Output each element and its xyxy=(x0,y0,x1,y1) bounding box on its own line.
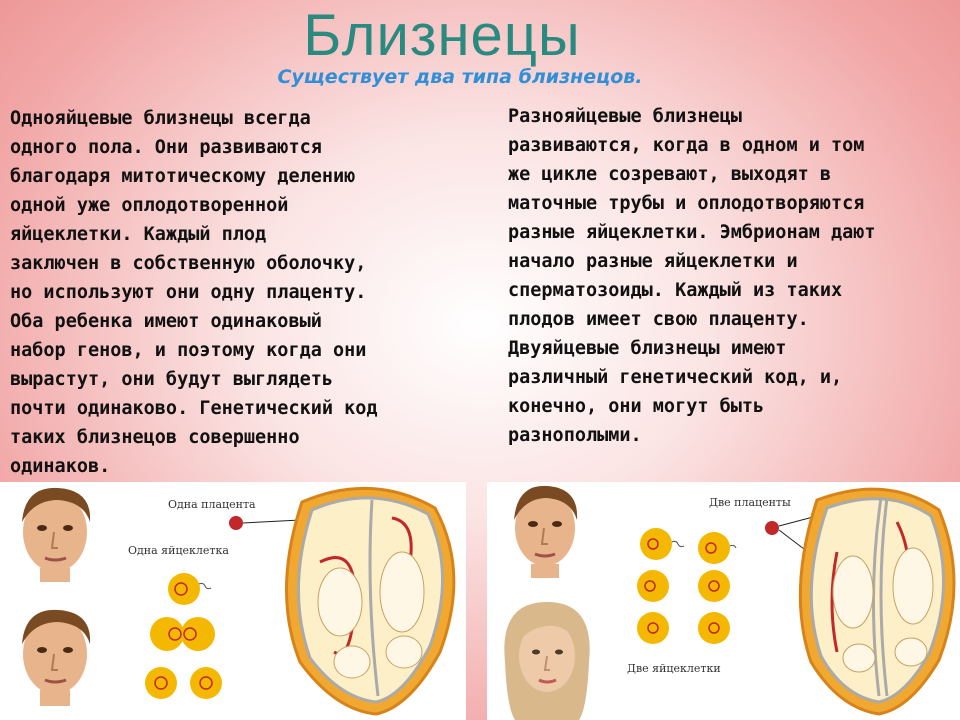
two-eggs-icon xyxy=(637,528,736,644)
fraternal-twins-text: Разнояйцевые близнецы развиваются, когда в одном и том же цикле созревают, выходят в маточные трубы и оплодотворяются разные яйцеклетки. Эмбрионам дают начало разные яйцеклетки и сперматозоиды. Каждый из таких плодов имеет свою плаценту. Двуяйцевые близнецы имеют различный генетический код, и, конечно, они могут быть разнополыми. xyxy=(508,106,876,446)
placenta-marker-icon xyxy=(765,521,779,535)
split-eggs-icon xyxy=(145,667,222,699)
two-placentas-label: Две плаценты xyxy=(709,496,791,509)
one-egg-label: Одна яйцеклетка xyxy=(128,544,229,557)
male-face-icon xyxy=(22,488,90,582)
male-face-icon xyxy=(514,486,577,578)
fraternal-diagram xyxy=(487,482,960,720)
slide-subtitle: Существует два типа близнецов. xyxy=(277,66,643,88)
female-face-icon xyxy=(504,602,589,720)
dividing-egg-icon xyxy=(150,617,215,651)
identical-twins-illustration xyxy=(0,482,466,720)
male-face-icon xyxy=(22,610,90,706)
one-placenta-label: Одна плацента xyxy=(168,498,256,511)
fraternal-twins-illustration xyxy=(487,482,960,720)
placenta-marker-icon xyxy=(229,516,243,530)
identical-diagram xyxy=(0,482,466,720)
two-eggs-label: Две яйцеклетки xyxy=(627,662,721,675)
uterus-single-placenta-icon xyxy=(286,488,453,714)
identical-twins-text: Однояйцевые близнецы всегда одного пола. Они развиваются благодаря митотическому делению одной уже оплодотворенной яйцеклетки. Каждый плод заключен в собственную оболочку, но используют они одну плаценту. Оба ребенка имеют одинаковый набор генов, и поэтому когда они вырастут, они будут выглядеть почти одинаково. Генетический код таких близнецов совершенно одинаков. xyxy=(10,108,378,477)
uterus-two-placentas-icon xyxy=(800,489,954,714)
slide-title: Близнецы xyxy=(303,3,581,68)
egg-cell-icon xyxy=(168,573,211,605)
